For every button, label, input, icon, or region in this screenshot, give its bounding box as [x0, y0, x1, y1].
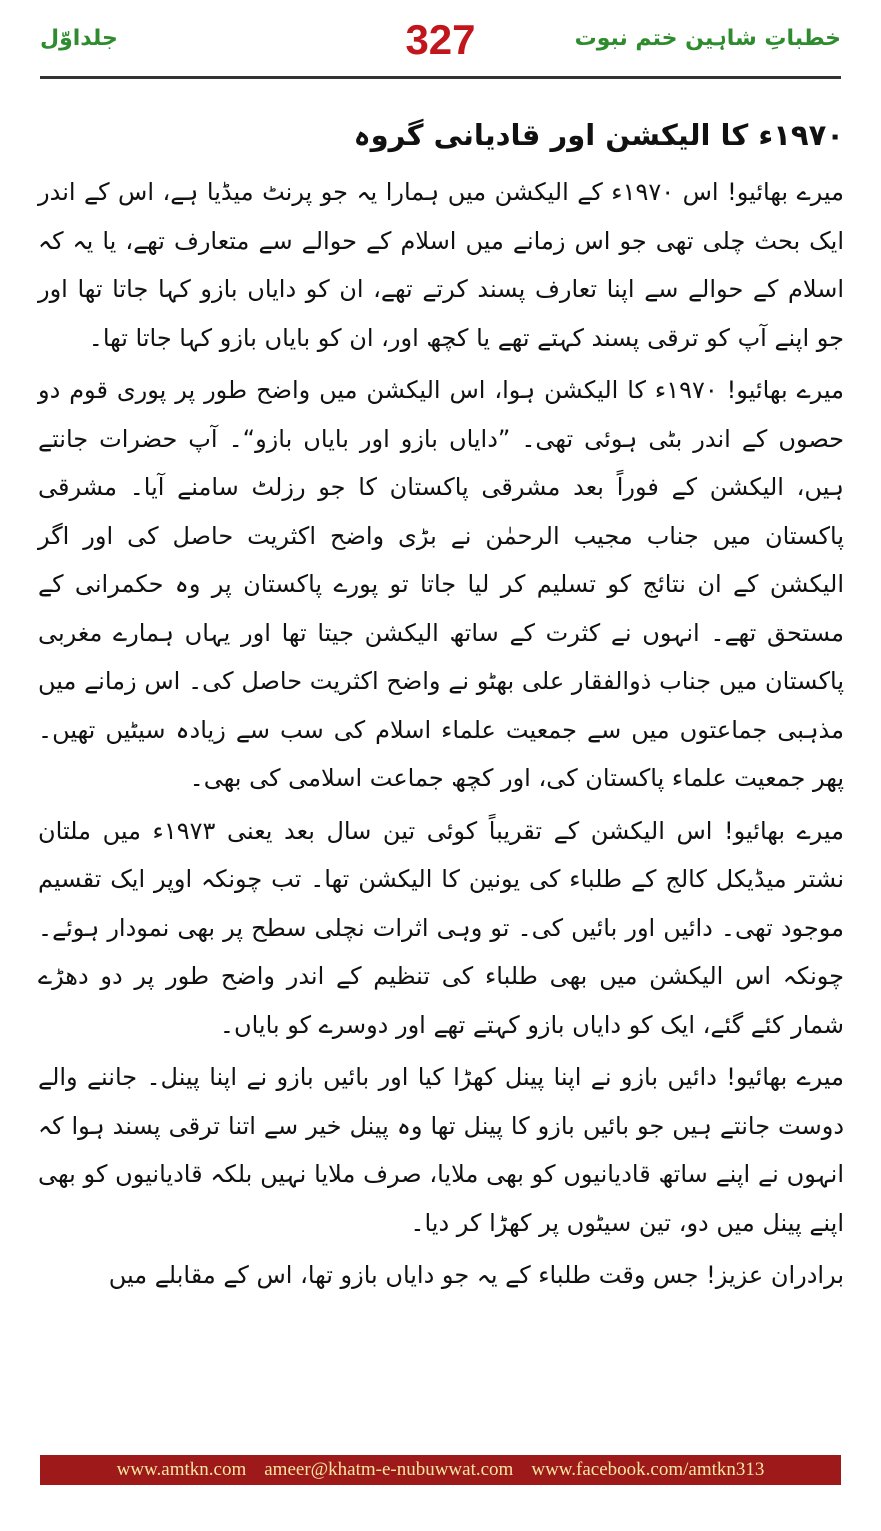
paragraph: میرے بھائیو! اس الیکشن کے تقریباً کوئی تین سال بعد یعنی ۱۹۷۳ء میں ملتان نشتر میڈیکل کالج کے طلباء کی یونین کا الیکشن تھا۔ تب چونکہ اوپر ایک تقسیم موجود تھی۔ دائیں اور بائیں کی۔ تو وہی اثرات نچلی سطح پر بھی نمودار ہوئے۔ چونکہ اس الیکشن میں بھی طلباء کی تنظیم کے اندر واضح طور پر دو دھڑے شمار کئے گئے، ایک کو دایاں بازو کہتے تھے اور دوسرے کو بایاں۔	[38, 816, 845, 1039]
section-heading: ۱۹۷۰ء کا الیکشن اور قادیانی گروہ	[353, 118, 844, 152]
header-divider	[40, 76, 841, 79]
paragraph: میرے بھائیو! دائیں بازو نے اپنا پینل کھڑا کیا اور بائیں بازو نے اپنا پینل۔ جاننے والے دوست جانتے ہیں جو بائیں بازو کا پینل تھا وہ پینل خیر سے اتنا ترقی پسند ہوا کہ انہوں نے اپنے ساتھ قادیانیوں کو بھی ملایا، صرف ملایا نہیں بلکہ قادیانیوں کو بھی اپنے پینل میں دو، تین سیٹوں پر کھڑا کر دیا۔	[38, 1063, 844, 1237]
facebook-link[interactable]: www.facebook.com/amtkn313	[531, 1459, 765, 1480]
article-body	[38, 112, 844, 1304]
paragraph: میرے بھائیو! ۱۹۷۰ء کا الیکشن ہوا، اس الیکشن میں واضح طور پر پوری قوم دو حصوں کے اندر بٹی ہوئی تھی۔ ”دایاں بازو اور بایاں بازو“۔ آپ حضرات جانتے ہیں، الیکشن کے فوراً بعد مشرقی پاکستان کا جو رزلٹ سامنے آیا۔ مشرقی پاکستان میں جناب مجیب الرحمٰن نے بڑی واضح اکثریت حاصل کی اور اگر الیکشن کے ان نتائج کو تسلیم کر لیا جاتا تو پورے پاکستان پر وہ حکمرانی کے مستحق تھے۔ انہوں نے کثرت کے ساتھ الیکشن جیتا تھا اور یہاں ہمارے مغربی پاکستان میں جناب ذوالفقار علی بھٹو نے واضح اکثریت حاصل کی۔ اس زمانے میں مذہبی جماعتوں میں سے جمعیت علماء اسلام کی سب سے زیادہ سیٹیں تھیں۔ پھر جمعیت علماء پاکستان کی، اور کچھ جماعت اسلامی کی بھی۔	[38, 376, 845, 792]
paragraph: میرے بھائیو! اس ۱۹۷۰ء کے الیکشن میں ہمارا یہ جو پرنٹ میڈیا ہے، اس کے اندر ایک بحث چلی تھی جو اس زمانے میں اسلام کے حوالے سے متعارف تھے، یا یہ کہ اسلام کے حوالے سے اپنا تعارف پسند کرتے تھے، ان کو دایاں بازو کہا جاتا تھا اور جو اپنے آپ کو ترقی پسند کہتے تھے یا کچھ اور، ان کو بایاں بازو کہا جاتا تھا۔	[38, 178, 845, 352]
book-title: خطباتِ شاہین ختم نبوت	[574, 26, 841, 51]
footer-bar	[40, 1455, 841, 1485]
website-link[interactable]: www.amtkn.com	[116, 1459, 247, 1480]
volume-label: جلداوّل	[40, 26, 118, 51]
paragraph: برادران عزیز! جس وقت طلباء کے یہ جو دایاں بازو تھا، اس کے مقابلے میں	[108, 1261, 844, 1289]
email-link[interactable]: ameer@khatm-e-nubuwwat.com	[264, 1459, 514, 1480]
page-header	[40, 14, 841, 70]
page-number: 327	[405, 16, 476, 63]
